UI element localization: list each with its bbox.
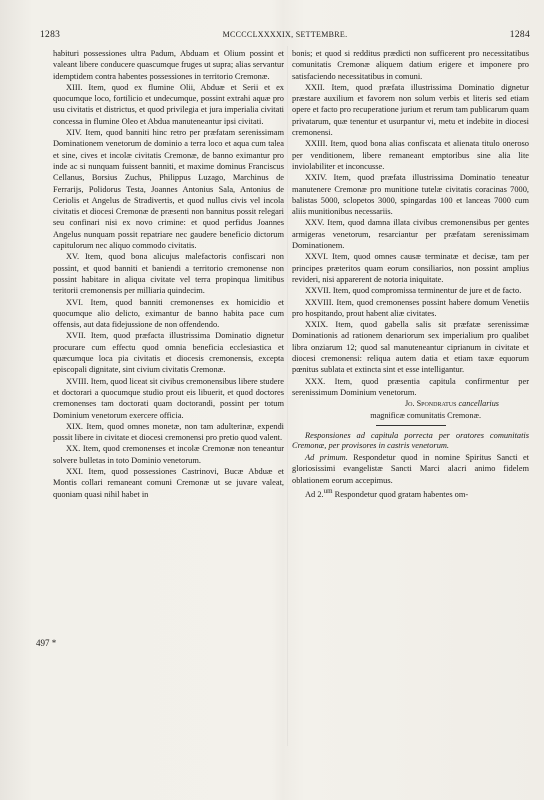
paragraph: XXVII. Item, quod compromissa terminentur de jure et de facto. bbox=[305, 286, 522, 296]
paragraph: XXVIII. Item, quod cremonenses possint habere domum Venetiis pro hospitando, prout habent aliæ civitates. bbox=[292, 297, 529, 318]
paragraph: XVIII. Item, quod liceat sit civibus cremonensibus libere studere et doctorari a quocumque studio prout eis libuerit, et quod doctores cremonenses tam doctorati quam doctorandi, possint per totum Dominium venetorum exercere officia. bbox=[53, 376, 284, 420]
left-column bbox=[53, 48, 284, 500]
paragraph: XIX. Item, quod omnes monetæ, non tam adulterinæ, expendi possit libere in civitate et diocesi cremonensi pro pretio quod valent. bbox=[53, 421, 284, 443]
paragraph: XX. Item, quod cremonenses et incolæ Cremonæ non teneantur solvere bulletas in toto Dominio venetorum. bbox=[53, 444, 284, 465]
gutter-shadow bbox=[287, 46, 288, 746]
responsiones-heading: Responsiones ad capitula porrecta per oratores comunitatis Cremonæ, per provisores in castris venetorum. bbox=[292, 430, 529, 451]
response-label-superscript: um bbox=[323, 486, 333, 495]
signature-line bbox=[292, 398, 529, 409]
margin-note: 497 * bbox=[36, 638, 57, 648]
signatory-role: cancellarius bbox=[458, 399, 499, 409]
paragraph: XXIX. Item, quod gabella salis sit præfatæ serenissimæ Dominationis ad rationem denariorum sex imperialium pro qualibet libra onziarum 12; quod sal manuteneantur ciprianum in civitate et diocesi cremonensi: reliqua autem datia et etiam taxæ equorum pœnitus sublata et extincta sint et esse intelligantur. bbox=[292, 320, 529, 375]
response-text: Respondetur quod in nomine Spiritus Sancti et gloriosissimi evangelistæ Sancti Marci alacri animo fidelem oblationem eorum accepimus. bbox=[292, 452, 529, 485]
paragraph: XIII. Item, quod ex flumine Olii, Abduæ et Serii et ex quocumque loco, fortilicio et undecumque, possint extrahi aquæ pro usu civitatis et districtus, et quod privilegia et jura imperialia civitati concessa in flumine Oleo et Abdua manuteneantur ipsi civitati. bbox=[53, 82, 284, 126]
paragraph: bonis; et quod si redditus prædicti non sufficerent pro necessitatibus comunitatis Cremonæ aliquem datium erigere et imponere pro satisfaciendo necessitatibus in comuni. bbox=[292, 49, 529, 81]
running-title: MCCCCLXXXXIX, SETTEMBRE. bbox=[222, 30, 348, 39]
response-paragraph bbox=[292, 452, 529, 486]
response-label: Ad 2. bbox=[305, 489, 324, 499]
response-paragraph bbox=[292, 486, 529, 500]
paragraph: XVII. Item, quod præfacta illustrissima Dominatio dignetur procurare cum effectu quod omnia beneficia ecclesiastica et quæcumque loca pia civitatis et diocesis cremonensis, excepta episcopali dignitate, sint civium civitatis Cremonæ. bbox=[53, 331, 284, 375]
paragraph: XVI. Item, quod banniti cremonenses ex homicidio et quocumque alio delicto, eximantur de banno habita pace cum offensis, aut data fidejussione de non offendendo. bbox=[53, 297, 284, 330]
paragraph: XXIV. Item, quod præfata illustrissima Dominatio teneatur manutenere Cremonæ pro munitione tutelæ civitatis coracinas 7000, balistas 5000, sclopetos 3000, spingardas 100 et lanceas 7000 cum aliis munitionibus necessariis. bbox=[292, 173, 529, 217]
paragraph: XXV. Item, quod damna illata civibus cremonensibus per gentes armigeras venetorum, resarciantur per præfatam serenissimam Dominationem. bbox=[292, 218, 529, 251]
signatory-name: Jo. Spondratus bbox=[404, 399, 457, 409]
right-column bbox=[292, 48, 529, 500]
left-page-number: 1283 bbox=[40, 30, 61, 40]
signature-affiliation: magnificæ comunitatis Cremonæ. bbox=[370, 410, 481, 420]
right-page-number: 1284 bbox=[509, 30, 530, 40]
paragraph: habituri possessiones ultra Padum, Abduam et Olium possint et valeant libere conducere quascumque fruges ut supra; alias servantur idemptidem contra habentes possessiones in territorio Cremonæ. bbox=[53, 49, 284, 81]
paragraph: XIV. Item, quod banniti hinc retro per præfatam serenissimam Dominationem venetorum de dominio a terra loco et aqua cum talea et sine, cives et incolæ civitatis Cremonæ, de banno eximantur pro inde ac si nunquam fuissent banniti, et maxime dominus Franciscus Cellanus, Borsius Zuchus, Philippus Luzago, Marchinus de Ferrarijs, Polidorus Testa, Joannes Antonius Sala, Antonius de Ceriolis et Angelus de Stradivertis, et quod nullus civis vel incola civitatis et diocesi Cremonæ de præsenti non bannitus possit relegari seu confinari nisi ex novo crimine: et quod perfidus Joannes Angelus nunquam possit repatriare nec gaudere beneficio dictorum capitulorum nec aliquo commodo civitatis. bbox=[53, 128, 284, 251]
running-header bbox=[40, 30, 530, 44]
paragraph: XXIII. Item, quod bona alias confiscata et alienata titulo oneroso per venditionem, libere remaneant emptoribus sine alia lite inviolabiliter et inconcusse. bbox=[292, 139, 529, 171]
section-rule bbox=[376, 425, 446, 426]
paragraph: XXII. Item, quod præfata illustrissima Dominatio dignetur præstare auxilium et favorem non solum verbis et literis sed etiam opere et facto pro recuperatione jurium et rerum tam publicarum quam privatarum, quæ tenentur et usurpantur vi, metu et indebite in diocesi cremonensi. bbox=[292, 82, 529, 138]
paragraph: XV. Item, quod bona alicujus malefactoris confiscari non possint, et quod banniti et baniendi a territorio cremonense non possint habitare in aliqua civitate vel terra propinqua limitibus teritorii cremonensis per milliaria quindecim. bbox=[53, 252, 284, 296]
paragraph: XXI. Item, quod possessiones Castrinovi, Bucæ Abduæ et Montis collari remaneant comuni Cremonæ ut se juvare valeat, quoniam quasi nihil habet in bbox=[53, 466, 284, 499]
response-label: Ad primum. bbox=[305, 452, 348, 462]
paragraph: XXVI. Item, quod omnes causæ terminatæ et decisæ, tam per principes præteritos quam eorum consiliarios, non possint amplius revideri, nisi apparerent de notoria iniquitate. bbox=[292, 252, 529, 284]
paragraph: XXX. Item, quod præsentia capitula confirmentur per serenissimum Dominium venetorum. bbox=[292, 376, 529, 397]
response-text: Respondetur quod gratam habentes om- bbox=[332, 489, 469, 499]
